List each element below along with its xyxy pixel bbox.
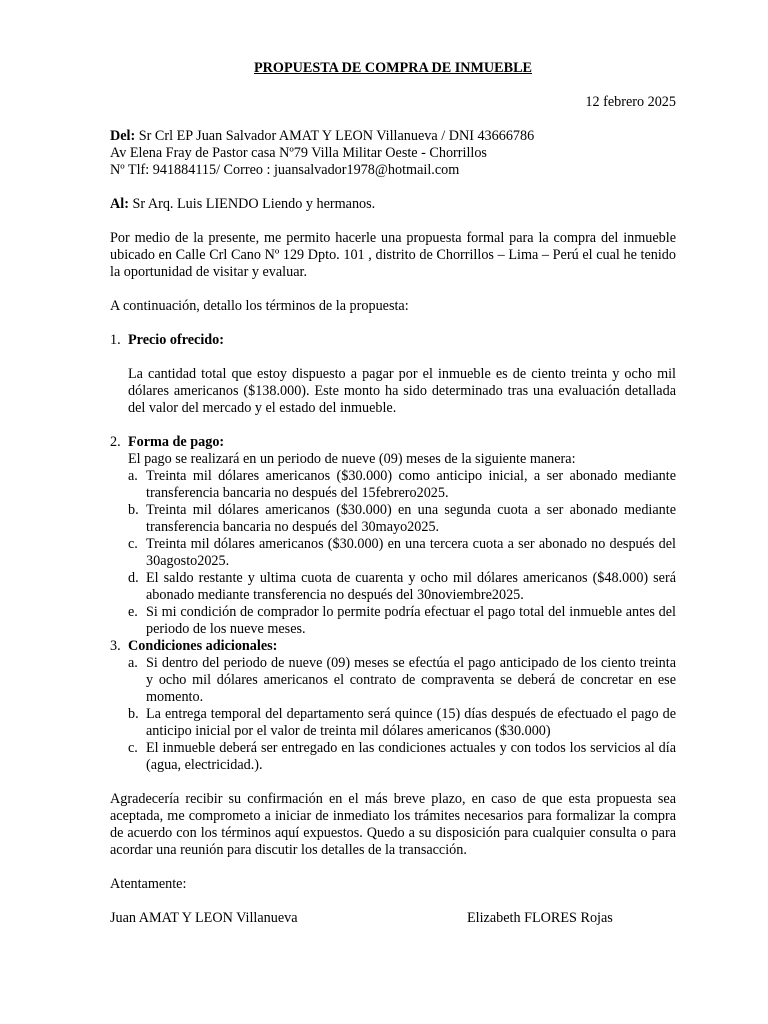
list-letter: d.	[128, 570, 139, 586]
list-text: El saldo restante y ultima cuota de cuarenta y ocho mil dólares americanos ($48.000) será abonado mediante transferencia no después del 30noviembre2025.	[146, 570, 676, 603]
list-item	[128, 536, 676, 570]
list-item	[128, 655, 676, 706]
list-item	[128, 740, 676, 774]
list-text: Si mi condición de comprador lo permite podría efectuar el pago total del inmueble antes del periodo de los nueve meses.	[146, 604, 676, 637]
sender-contact: Nº Tlf: 941884115/ Correo : juansalvador1978@hotmail.com	[110, 162, 460, 178]
list-text: Treinta mil dólares americanos ($30.000) como anticipo inicial, a ser abonado mediante transferencia bancaria no después del 15febrero2025.	[146, 468, 676, 501]
terms-intro: A continuación, detallo los términos de la propuesta:	[110, 298, 409, 314]
list-item	[128, 468, 676, 502]
section-heading: Forma de pago:	[128, 434, 225, 450]
list-letter: c.	[128, 536, 138, 552]
section-body: La cantidad total que estoy dispuesto a pagar por el inmueble es de ciento treinta y ocho mil dólares americanos ($138.000). Este monto ha sido determinado tras una evaluación detallada del valor del mercado y el estado del inmueble.	[128, 366, 676, 416]
list-letter: c.	[128, 740, 138, 756]
list-item	[128, 604, 676, 638]
sender-block	[110, 128, 676, 179]
section-heading: Precio ofrecido:	[128, 332, 224, 348]
list-text: Si dentro del periodo de nueve (09) meses se efectúa el pago anticipado de los ciento treinta y ocho mil dólares americanos el contrato de compraventa se deberá de concretar en ese momento.	[146, 655, 676, 705]
document-title: PROPUESTA DE COMPRA DE INMUEBLE	[254, 60, 532, 76]
list-item	[128, 502, 676, 536]
signature-block	[110, 910, 676, 927]
list-text: El inmueble deberá ser entregado en las condiciones actuales y con todos los servicios al día (agua, electricidad.).	[146, 740, 676, 773]
recipient-name: Sr Arq. Luis LIENDO Liendo y hermanos.	[128, 196, 376, 212]
document-page	[110, 60, 676, 927]
signature-right: Elizabeth FLORES Rojas	[467, 910, 613, 926]
section-lead: El pago se realizará en un periodo de nueve (09) meses de la siguiente manera:	[128, 451, 576, 467]
list-text: Treinta mil dólares americanos ($30.000) en una segunda cuota a ser abonado mediante transferencia bancaria no después del 30mayo2025.	[146, 502, 676, 535]
recipient-label: Al:	[110, 196, 129, 212]
section-number: 2.	[110, 434, 121, 450]
sender-line-1	[110, 128, 676, 145]
section-payment	[110, 434, 676, 638]
section-conditions	[110, 638, 676, 774]
signature-left: Juan AMAT Y LEON Villanueva	[110, 910, 298, 926]
list-letter: a.	[128, 655, 138, 671]
list-text: La entrega temporal del departamento será quince (15) días después de efectuado el pago de anticipo inicial por el valor de treinta mil dólares americanos ($30.000)	[146, 706, 676, 739]
closing-paragraph: Agradecería recibir su confirmación en el más breve plazo, en caso de que esta propuesta sea aceptada, me comprometo a iniciar de inmediato los trámites necesarios para formalizar la compra de acuerdo con los términos aquí expuestos. Quedo a su disposición para cualquier consulta o para acordar una reunión para discutir los detalles de la transacción.	[110, 791, 676, 858]
list-item	[128, 706, 676, 740]
list-item	[128, 570, 676, 604]
list-letter: e.	[128, 604, 138, 620]
section-price	[110, 332, 676, 417]
list-text: Treinta mil dólares americanos ($30.000) en una tercera cuota a ser abonado no después del 30agosto2025.	[146, 536, 676, 569]
list-letter: a.	[128, 468, 138, 484]
sender-name: Sr Crl EP Juan Salvador AMAT Y LEON Villanueva / DNI 43666786	[135, 128, 535, 144]
section-number: 1.	[110, 332, 121, 348]
intro-paragraph: Por medio de la presente, me permito hacerle una propuesta formal para la compra del inmueble ubicado en Calle Crl Cano Nº 129 Dpto. 101 , distrito de Chorrillos – Lima – Perú el cual he tenido la oportunidad de visitar y evaluar.	[110, 230, 676, 280]
sender-address: Av Elena Fray de Pastor casa Nº79 Villa Militar Oeste - Chorrillos	[110, 145, 487, 161]
sender-label: Del:	[110, 128, 136, 144]
section-heading: Condiciones adicionales:	[128, 638, 278, 654]
recipient-line	[110, 196, 676, 213]
document-date: 12 febrero 2025	[585, 94, 676, 110]
list-letter: b.	[128, 502, 139, 518]
signoff: Atentamente:	[110, 876, 187, 892]
list-letter: b.	[128, 706, 139, 722]
section-number: 3.	[110, 638, 121, 654]
